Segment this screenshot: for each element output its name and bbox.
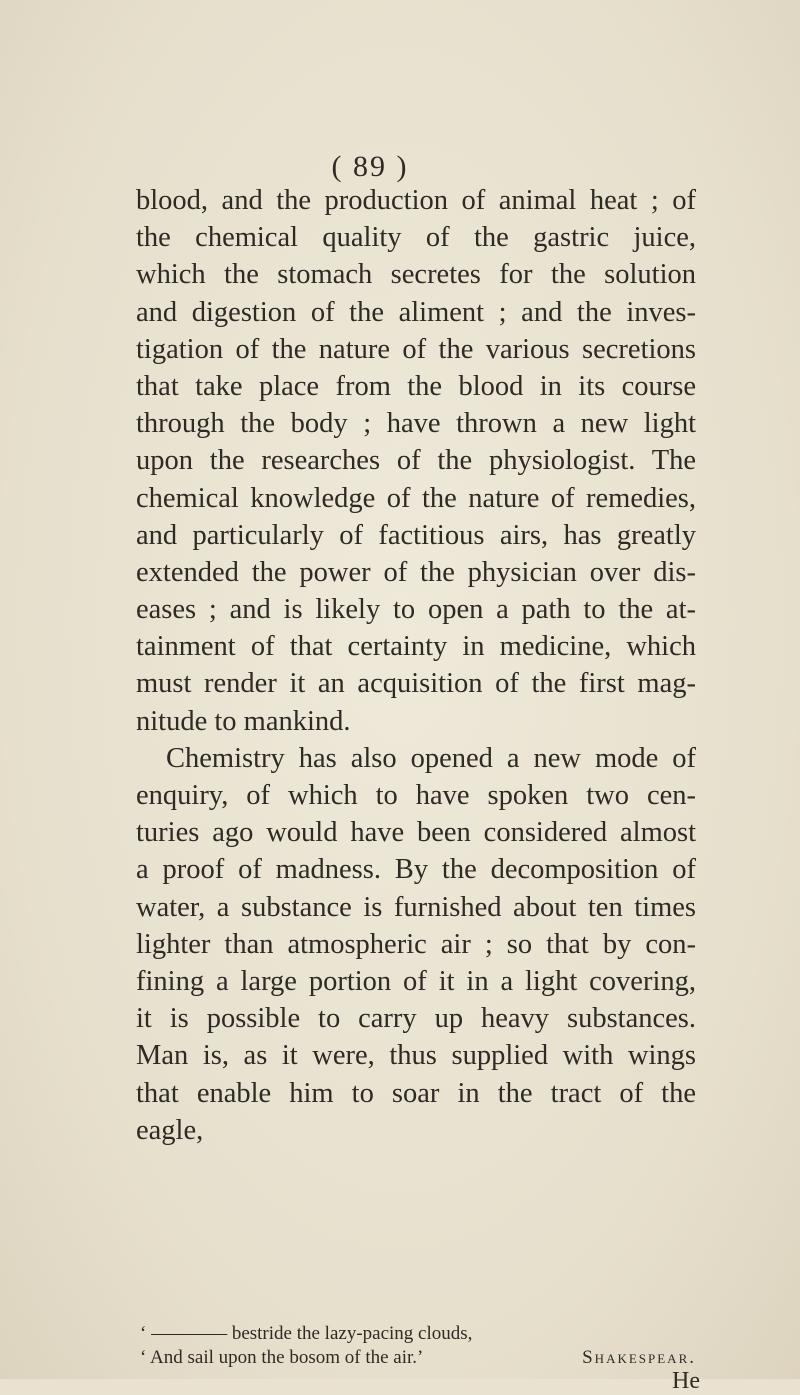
- text-line: chemical knowledge of the nature of remedies,: [136, 482, 696, 514]
- text-line: and particularly of factitious airs, has greatly: [136, 519, 696, 551]
- text-line: which the stomach secretes for the solution: [136, 259, 696, 291]
- catchword: He: [672, 1368, 700, 1394]
- text-line: eagle,: [136, 1114, 204, 1146]
- text-line: the chemical quality of the gastric juice,: [136, 222, 696, 254]
- quote-text: ‘ And sail upon the bosom of the air.’: [140, 1347, 424, 1368]
- text-line: enquiry, of which to have spoken two cen-: [136, 780, 696, 811]
- quote-line: [140, 1346, 696, 1370]
- text-line: turies ago would have been considered almost: [136, 817, 696, 849]
- text-line: Man is, as it were, thus supplied with wings: [136, 1040, 696, 1072]
- text-line: that enable him to soar in the tract of the: [136, 1077, 696, 1109]
- body-text: [136, 182, 696, 1149]
- text-line: water, a substance is furnished about ten times: [136, 891, 696, 923]
- quote-line: ‘ ———— bestride the lazy-pacing clouds,: [140, 1323, 473, 1344]
- verse-quotation: [140, 1322, 700, 1370]
- text-line: fining a large portion of it in a light covering,: [136, 965, 696, 997]
- text-line: extended the power of the physician over dis-: [136, 556, 696, 588]
- quote-author: Shakespear.: [582, 1347, 696, 1368]
- text-line: through the body ; have thrown a new light: [136, 408, 696, 440]
- text-line: tigation of the nature of the various secretions: [136, 333, 696, 365]
- text-line: a proof of madness. By the decomposition of: [136, 854, 696, 886]
- text-line: eases ; and is likely to open a path to the at-: [136, 594, 696, 626]
- text-line: tainment of that certainty in medicine, which: [136, 631, 696, 663]
- page-number: ( 89 ): [331, 150, 409, 183]
- text-line: must render it an acquisition of the first mag-: [136, 668, 696, 700]
- text-line: it is possible to carry up heavy substances.: [136, 1003, 696, 1035]
- text-line: Chemistry has also opened a new mode of: [166, 742, 696, 774]
- text-line: lighter than atmospheric air ; so that by con-: [136, 928, 696, 960]
- text-line: nitude to mankind.: [136, 705, 351, 737]
- text-line: and digestion of the aliment ; and the inves-: [136, 296, 696, 328]
- text-line: blood, and the production of animal heat ; of: [136, 185, 696, 216]
- text-line: upon the researches of the physiologist. The: [136, 445, 696, 477]
- text-line: that take place from the blood in its course: [136, 370, 696, 402]
